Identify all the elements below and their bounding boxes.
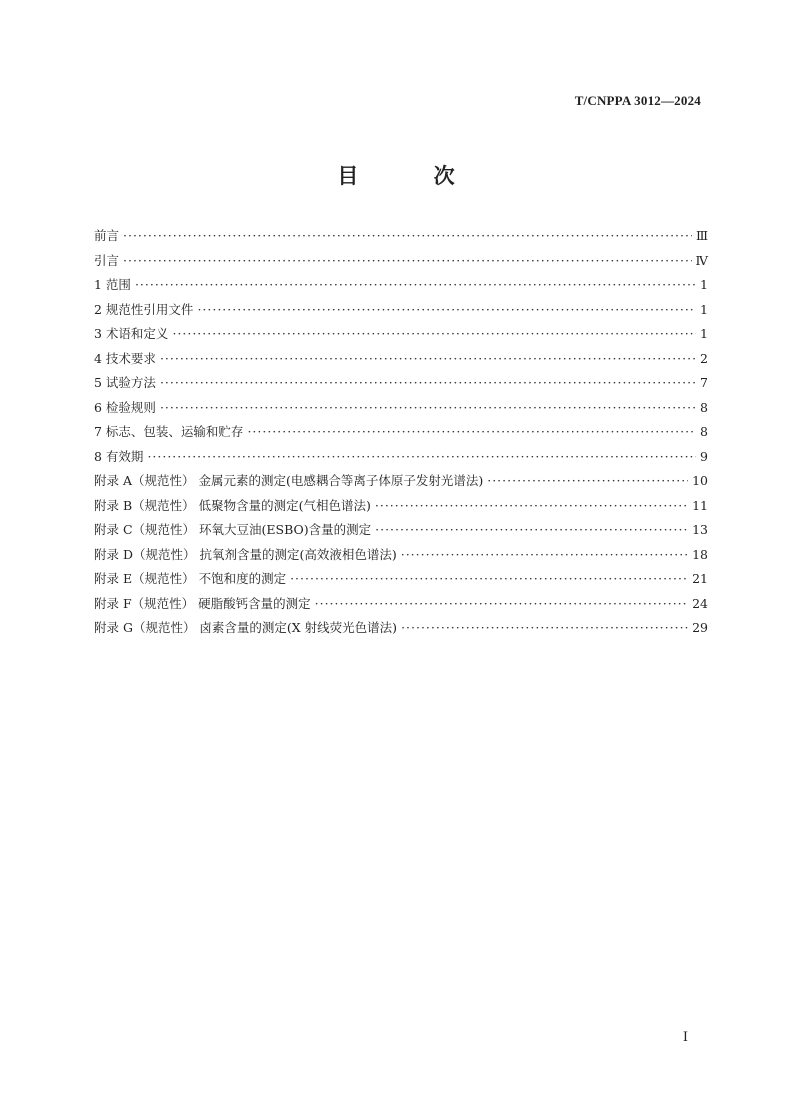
toc-entry-page: 1	[700, 301, 708, 317]
toc-entry-label: 2 规范性引用文件	[94, 301, 194, 317]
toc-leader-dots	[160, 375, 696, 390]
toc-entry-page: Ⅲ	[695, 228, 708, 243]
toc-entry-page: 9	[700, 448, 708, 464]
page-title: 目 次	[337, 164, 489, 188]
table-of-contents	[94, 226, 708, 643]
toc-entry[interactable]	[94, 422, 708, 447]
toc-entry-page: 11	[692, 497, 708, 513]
toc-entry-label: 附录 C（规范性） 环氧大豆油(ESBO)含量的测定	[94, 522, 372, 537]
toc-leader-dots	[401, 620, 688, 635]
toc-leader-dots	[375, 498, 688, 513]
toc-entry-label: 前言	[94, 228, 120, 243]
toc-entry-label: 附录 D（规范性） 抗氧剂含量的测定(高效液相色谱法)	[94, 546, 397, 562]
toc-entry-page: Ⅳ	[695, 252, 708, 268]
toc-entry[interactable]	[94, 447, 708, 472]
toc-entry[interactable]	[94, 545, 708, 570]
toc-entry[interactable]	[94, 594, 708, 619]
toc-leader-dots	[247, 424, 696, 439]
toc-entry-page: 8	[700, 424, 708, 439]
toc-entry-page: 1	[700, 326, 708, 341]
toc-entry[interactable]	[94, 324, 708, 349]
toc-leader-dots	[172, 326, 696, 341]
toc-entry-label: 3 术语和定义	[94, 326, 169, 341]
toc-leader-dots	[375, 522, 688, 537]
toc-entry-label: 附录 A（规范性） 金属元素的测定(电感耦合等离子体原子发射光谱法)	[94, 473, 484, 488]
toc-entry[interactable]	[94, 520, 708, 545]
toc-leader-dots	[315, 596, 688, 611]
toc-entry[interactable]	[94, 300, 708, 325]
toc-entry-label: 5 试验方法	[94, 375, 156, 390]
toc-entry-page: 8	[700, 399, 708, 415]
toc-entry-label: 6 检验规则	[94, 399, 156, 415]
toc-entry-page: 1	[700, 277, 708, 292]
toc-entry-page: 10	[692, 473, 708, 488]
toc-entry-label: 附录 F（规范性） 硬脂酸钙含量的测定	[94, 595, 311, 611]
toc-entry-page: 29	[692, 620, 708, 635]
toc-leader-dots	[123, 228, 692, 243]
toc-entry-page: 24	[692, 595, 708, 611]
toc-entry[interactable]	[94, 569, 708, 594]
toc-leader-dots	[135, 277, 696, 292]
toc-entry-label: 引言	[94, 252, 120, 268]
toc-entry[interactable]	[94, 398, 708, 423]
toc-entry-label: 附录 B（规范性） 低聚物含量的测定(气相色谱法)	[94, 497, 371, 513]
toc-entry-page: 18	[692, 546, 708, 562]
toc-entry-page: 13	[692, 522, 708, 537]
toc-entry-label: 4 技术要求	[94, 350, 156, 366]
toc-entry-label: 7 标志、包装、运输和贮存	[94, 424, 244, 439]
toc-entry-page: 2	[700, 350, 708, 366]
toc-entry[interactable]	[94, 349, 708, 374]
toc-entry[interactable]	[94, 496, 708, 521]
toc-entry-page: 21	[692, 571, 708, 586]
toc-entry-label: 附录 G（规范性） 卤素含量的测定(X 射线荧光色谱法)	[94, 620, 398, 635]
toc-leader-dots	[290, 571, 688, 586]
toc-entry-label: 8 有效期	[94, 448, 144, 464]
toc-entry[interactable]	[94, 471, 708, 496]
toc-leader-dots	[160, 351, 696, 366]
toc-leader-dots	[123, 253, 691, 268]
toc-leader-dots	[487, 473, 688, 488]
toc-leader-dots	[147, 449, 696, 464]
toc-entry[interactable]	[94, 618, 708, 643]
toc-leader-dots	[401, 547, 688, 562]
toc-entry-label: 附录 E（规范性） 不饱和度的测定	[94, 571, 287, 586]
toc-leader-dots	[197, 302, 696, 317]
toc-leader-dots	[160, 400, 696, 415]
toc-entry[interactable]	[94, 373, 708, 398]
toc-entry-page: 7	[700, 375, 708, 390]
toc-entry-label: 1 范围	[94, 277, 131, 292]
toc-entry[interactable]	[94, 251, 708, 276]
toc-entry[interactable]	[94, 226, 708, 251]
document-code: T/CNPPA 3012—2024	[574, 93, 701, 108]
toc-entry[interactable]	[94, 275, 708, 300]
page-number: Ⅰ	[682, 1030, 688, 1045]
